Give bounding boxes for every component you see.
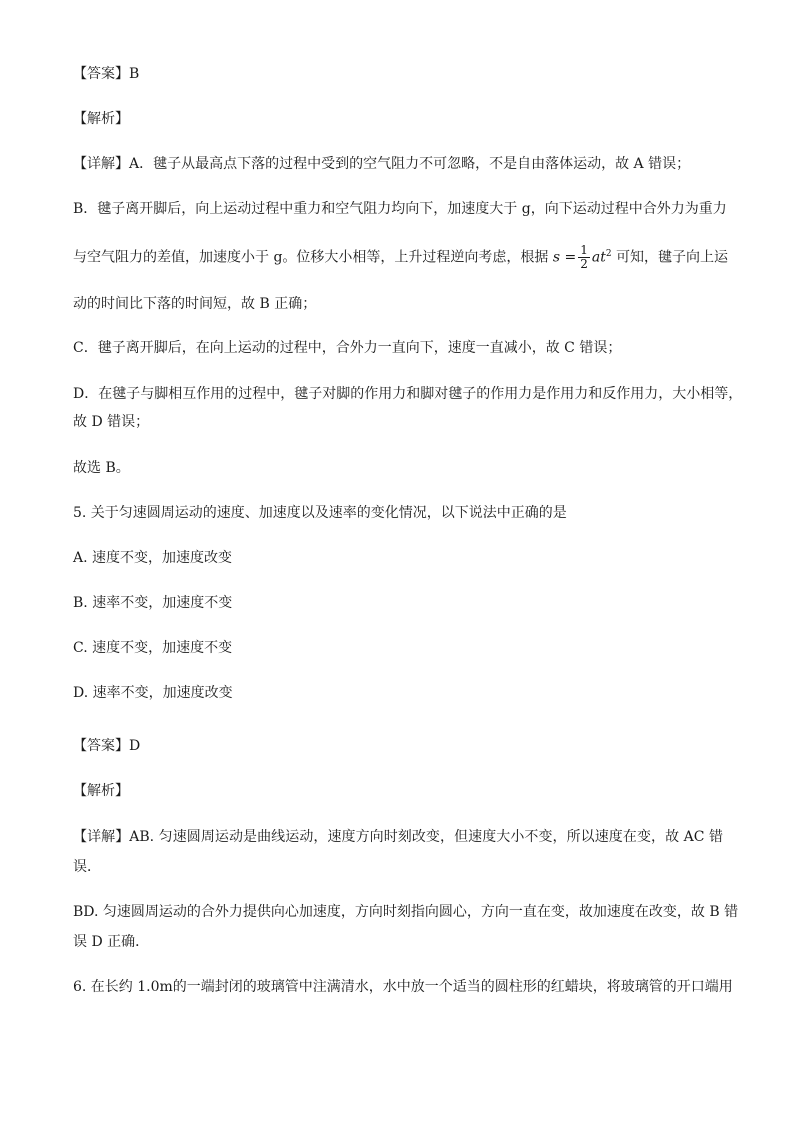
formula-fraction xyxy=(578,244,590,271)
answer-line-2 xyxy=(73,736,723,756)
question-5-stem: 5. 关于匀速圆周运动的速度、加速度以及速率的变化情况，以下说法中正确的是 xyxy=(73,505,567,521)
answer-tag: 【答案】 xyxy=(73,66,129,82)
answer-tag: 【答案】 xyxy=(73,738,129,754)
detail-text-a: A．毽子从最高点下落的过程中受到的空气阻力不可忽略，不是自由落体运动，故 A 错误； xyxy=(129,156,691,172)
formula-lhs: s = xyxy=(552,249,577,266)
analysis-heading-2 xyxy=(73,781,723,801)
detail2-text-ab1: AB. 匀速圆周运动是曲线运动，速度方向时刻改变，但速度大小不变，所以速度在变，故 AC 错 xyxy=(129,829,723,845)
detail-text-b2-post: 可知，毽子向上运 xyxy=(616,249,729,266)
answer-value: B xyxy=(129,66,140,82)
detail-tag: 【详解】 xyxy=(73,829,130,845)
detail-text-b2-pre: 与空气阻力的差值，加速度小于 g。位移大小相等，上升过程逆向考虑，根据 xyxy=(73,249,549,266)
analysis-tag: 【解析】 xyxy=(73,111,129,127)
analysis-heading-1 xyxy=(73,109,723,129)
formula-exponent: 2 xyxy=(605,249,612,259)
detail-line-b3: 动的时间比下落的时间短，故 B 正确； xyxy=(73,296,317,312)
conclusion-line: 故选 B。 xyxy=(73,460,130,476)
option-a: A. 速度不变，加速度改变 xyxy=(73,550,233,566)
detail-line-d2: 故 D 错误； xyxy=(73,414,150,430)
detail2-line-bd1: BD. 匀速圆周运动的合外力提供向心加速度，方向时刻指向圆心，方向一直在变，故加速度在改变，故 B 错 xyxy=(73,904,739,920)
answer-line-1 xyxy=(73,64,723,84)
answer-value: D xyxy=(129,738,141,754)
detail2-line-ab2: 误． xyxy=(73,859,101,875)
option-d: D. 速率不变，加速度改变 xyxy=(73,685,233,701)
formula-rhs: at xyxy=(591,249,606,266)
detail2-line-ab1 xyxy=(73,827,723,847)
detail-tag: 【详解】 xyxy=(73,156,129,172)
formula-numerator: 1 xyxy=(580,243,588,258)
detail-line-c: C．毽子离开脚后，在向上运动的过程中，合外力一直向下，速度一直减小，故 C 错误； xyxy=(73,340,622,356)
detail2-line-bd2: 误 D 正确． xyxy=(73,934,150,950)
detail-line-d1: D．在毽子与脚相互作用的过程中，毽子对脚的作用力和脚对毽子的作用力是作用力和反作用力，大小相等， xyxy=(73,386,743,402)
detail-line-a xyxy=(73,154,723,174)
option-c: C. 速度不变，加速度不变 xyxy=(73,640,233,656)
detail-line-b2 xyxy=(73,243,729,272)
formula-denominator: 2 xyxy=(580,257,588,272)
detail-line-b1: B．毽子离开脚后，向上运动过程中重力和空气阻力均向下，加速度大于 g，向下运动过程中合外力为重力 xyxy=(73,201,727,217)
analysis-tag: 【解析】 xyxy=(73,783,129,799)
question-6-stem: 6. 在长约 1.0m的一端封闭的玻璃管中注满清水，水中放一个适当的圆柱形的红蜡块，将玻璃管的开口端用 xyxy=(73,979,733,995)
option-b: B. 速率不变，加速度不变 xyxy=(73,595,233,611)
